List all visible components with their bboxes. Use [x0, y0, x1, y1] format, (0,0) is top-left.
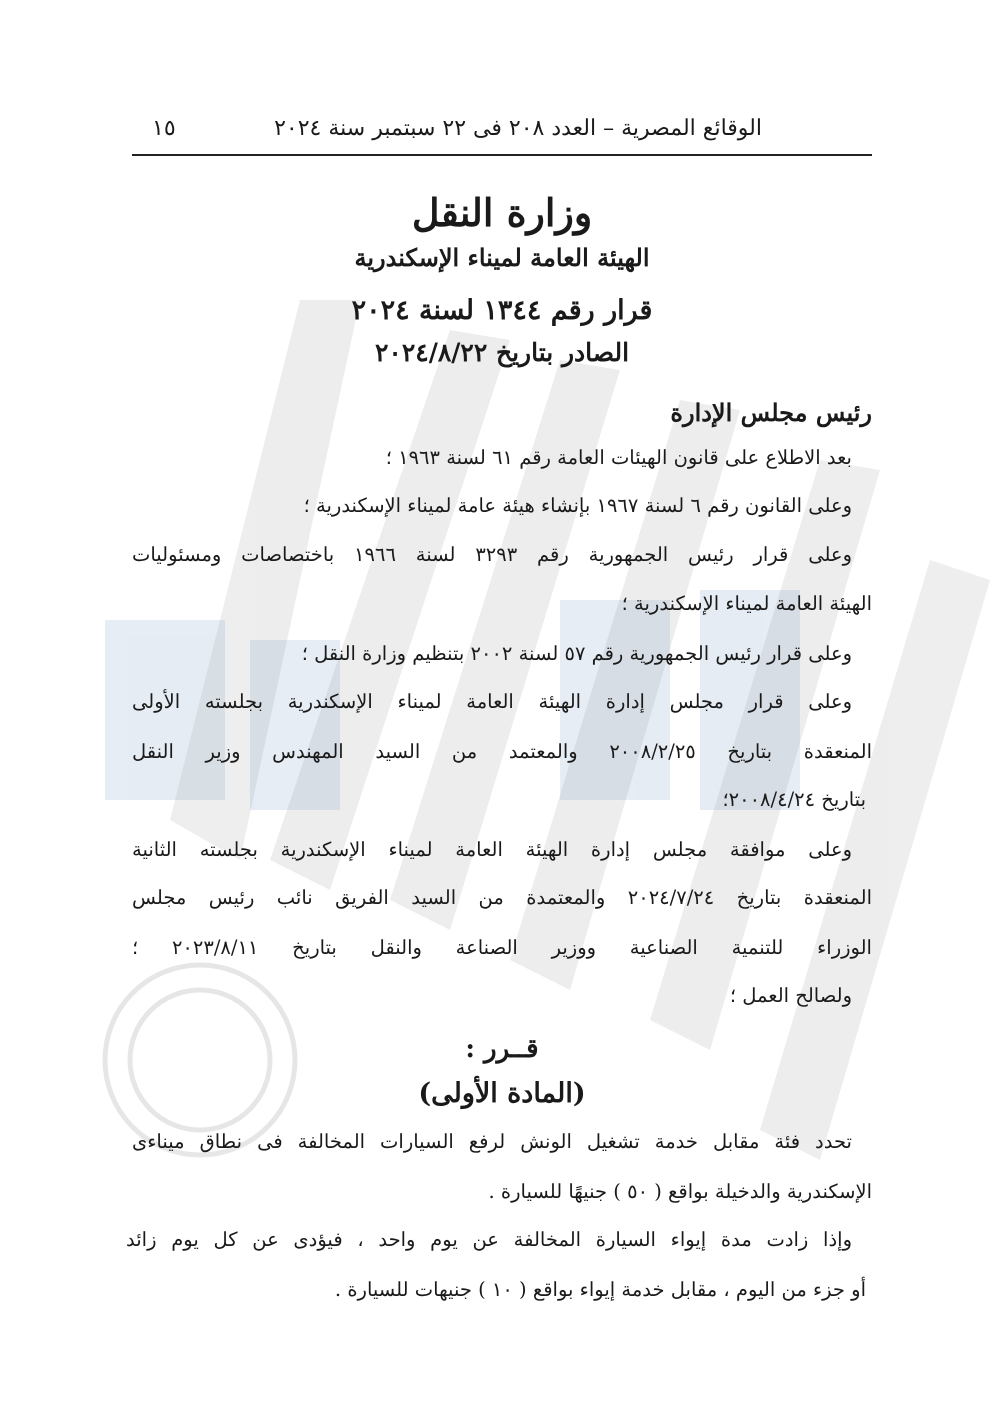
decided-heading: قــرر : [465, 1034, 539, 1064]
preamble-line: بعد الاطلاع على قانون الهيئات العامة رقم ٦١ لسنة ١٩٦٣ ؛ [385, 446, 852, 469]
decree-number: قرار رقم ١٣٤٤ لسنة ٢٠٢٤ [351, 295, 653, 326]
preamble-line: بتاريخ ٢٠٠٨/٤/٢٤؛ [722, 788, 866, 811]
page-header [132, 112, 872, 156]
page-number: ١٥ [152, 116, 176, 141]
authority-title: الهيئة العامة لميناء الإسكندرية [354, 243, 650, 272]
preamble-line: ولصالح العمل ؛ [729, 984, 852, 1007]
preamble-line: وعلى قرار مجلس إدارة الهيئة العامة لميناء الإسكندرية بجلسته الأولى [132, 690, 852, 713]
preamble-line: الوزراء للتنمية الصناعية ووزير الصناعة والنقل بتاريخ ٢٠٢٣/٨/١١ ؛ [132, 936, 872, 959]
article-line: الإسكندرية والدخيلة بواقع ( ٥٠ ) جنيهًا للسيارة . [488, 1180, 872, 1203]
article-line: تحدد فئة مقابل خدمة تشغيل الونش لرفع السيارات المخالفة فى نطاق ميناءى [132, 1130, 852, 1153]
article-line: أو جزء من اليوم ، مقابل خدمة إيواء بواقع ( ١٠ ) جنيهات للسيارة . [334, 1278, 866, 1301]
preamble-line: المنعقدة بتاريخ ٢٠٠٨/٢/٢٥ والمعتمد من السيد المهندس وزير النقل [132, 740, 872, 763]
issue-date: الصادر بتاريخ ٢٠٢٤/٨/٢٢ [374, 338, 630, 367]
preamble-line: وعلى القانون رقم ٦ لسنة ١٩٦٧ بإنشاء هيئة عامة لميناء الإسكندرية ؛ [303, 494, 852, 517]
chairman-heading: رئيس مجلس الإدارة [670, 398, 872, 427]
preamble-line: وعلى قرار رئيس الجمهورية رقم ٥٧ لسنة ٢٠٠٢ بتنظيم وزارة النقل ؛ [301, 642, 852, 665]
ministry-title: وزارة النقل [411, 190, 593, 235]
preamble-line: الهيئة العامة لميناء الإسكندرية ؛ [621, 592, 872, 615]
preamble-line: وعلى موافقة مجلس إدارة الهيئة العامة لميناء الإسكندرية بجلسته الثانية [132, 838, 852, 861]
preamble-line: المنعقدة بتاريخ ٢٠٢٤/٧/٢٤ والمعتمدة من السيد الفريق نائب رئيس مجلس [132, 886, 872, 909]
article-line: وإذا زادت مدة إيواء السيارة المخالفة عن يوم واحد ، فيؤدى عن كل يوم زائد [126, 1228, 852, 1251]
gazette-title: الوقائع المصرية – العدد ٢٠٨ فى ٢٢ سبتمبر سنة ٢٠٢٤ [274, 116, 762, 141]
article-title: (المادة الأولى) [418, 1078, 586, 1109]
preamble-line: وعلى قرار رئيس الجمهورية رقم ٣٢٩٣ لسنة ١٩٦٦ باختصاصات ومسئوليات [132, 543, 852, 566]
